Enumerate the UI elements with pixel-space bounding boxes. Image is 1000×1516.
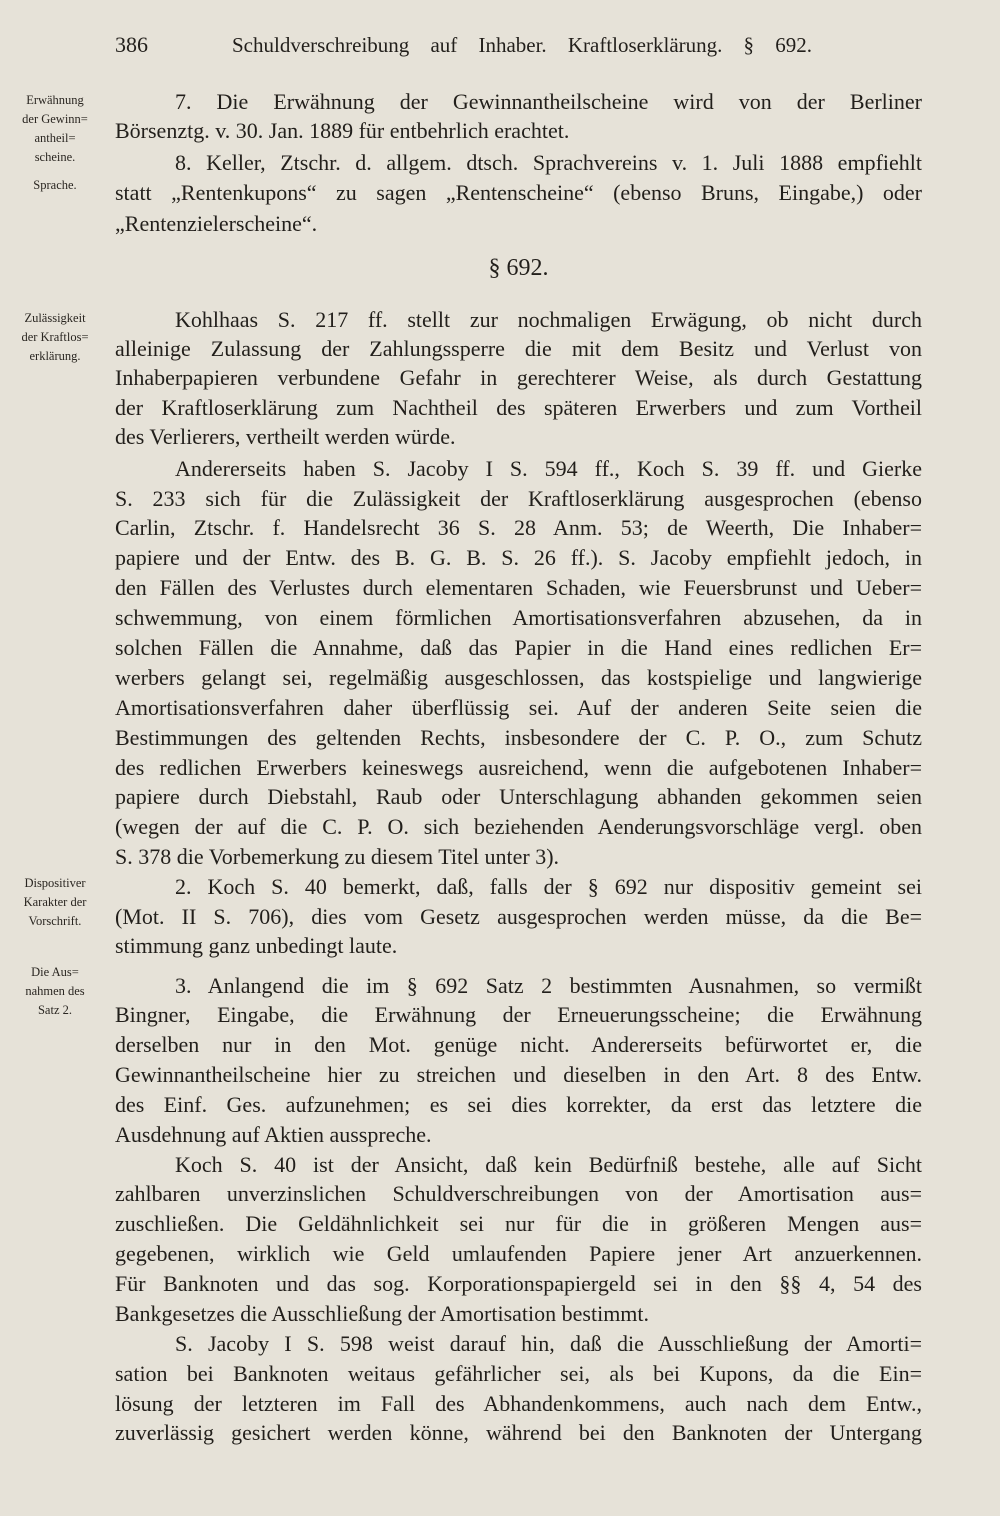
text-line: papiere durch Diebstahl, Raub oder Unterschlagung abhanden gekommen seien: [115, 784, 922, 809]
margin-note-line: Zulässigkeit: [24, 311, 86, 325]
text-line: Koch S. 40 ist der Ansicht, daß kein Bedürfniß bestehe, alle auf Sicht: [175, 1152, 922, 1177]
text-line: des Verlierers, vertheilt werden würde.: [115, 424, 456, 449]
text-line: Amortisationsverfahren daher überflüssig sei. Auf der anderen Seite seien die: [115, 695, 922, 720]
text-line: zahlbaren unverzinslichen Schuldverschreibungen von der Amortisation aus=: [115, 1181, 922, 1206]
margin-note-line: Die Aus=: [31, 965, 79, 979]
text-line: zuschließen. Die Geldähnlichkeit sei nur für die in größeren Mengen aus=: [115, 1211, 922, 1236]
text-line: (Mot. II S. 706), dies vom Gesetz ausgesprochen werden müsse, da die Be=: [115, 904, 922, 929]
text-line: den Fällen des Verlustes durch elementaren Schaden, wie Feuersbrunst und Ueber=: [115, 575, 922, 600]
section-heading: § 692.: [488, 255, 549, 281]
text-line: sation bei Banknoten weitaus gefährlicher sei, als bei Kupons, da die Ein=: [115, 1361, 922, 1386]
margin-note-line: Karakter der: [23, 895, 87, 909]
margin-note: [6, 874, 104, 931]
text-line: alleinige Zulassung der Zahlungssperre die mit dem Besitz und Verlust von: [115, 336, 922, 361]
text-line: stimmung ganz unbedingt laute.: [115, 933, 398, 958]
margin-note: [6, 91, 104, 167]
text-line: Gewinnantheilscheine hier zu streichen und dieselben in den Art. 8 des Entw.: [115, 1062, 922, 1087]
text-line: lösung der letzteren im Fall des Abhandenkommens, auch nach dem Entw.,: [115, 1391, 922, 1416]
text-line: gegebenen, wirklich wie Geld umlaufenden Papiere jener Art anzuerkennen.: [115, 1241, 922, 1266]
margin-note-line: Satz 2.: [37, 1003, 73, 1017]
main-text: [115, 0, 922, 1516]
text-line: Bestimmungen des geltenden Rechts, insbesondere der C. P. O., zum Schutz: [115, 725, 922, 750]
text-line: S. 233 sich für die Zulässigkeit der Kraftloserklärung ausgesprochen (ebenso: [115, 486, 922, 511]
text-line: 7. Die Erwähnung der Gewinnantheilscheine wird von der Berliner: [175, 89, 922, 114]
text-line: 3. Anlangend die im § 692 Satz 2 bestimmten Ausnahmen, so vermißt: [175, 973, 922, 998]
text-line: Inhaberpapieren verbundene Gefahr in gerechterer Weise, als durch Gestattung: [115, 365, 922, 390]
margin-note-line: nahmen des: [25, 984, 85, 998]
text-line: statt „Rentenkupons“ zu sagen „Rentenscheine“ (ebenso Bruns, Eingabe,) oder: [115, 180, 922, 205]
margin-note-line: der Gewinn=: [22, 112, 88, 126]
running-title: Schuldverschreibung auf Inhaber. Kraftloserklärung. § 692.: [232, 33, 812, 57]
margin-note-line: antheil=: [34, 131, 76, 145]
text-line: Andererseits haben S. Jacoby I S. 594 ff., Koch S. 39 ff. und Gierke: [175, 456, 922, 481]
text-line: zuverlässig gesichert werden könne, während bei den Banknoten der Untergang: [115, 1420, 922, 1445]
text-line: Für Banknoten und das sog. Korporationspapiergeld sei in den §§ 4, 54 des: [115, 1271, 922, 1296]
text-line: 2. Koch S. 40 bemerkt, daß, falls der § 692 nur dispositiv gemeint sei: [175, 874, 922, 899]
text-line: solchen Fällen die Annahme, daß das Papier in die Hand eines redlichen Er=: [115, 635, 922, 660]
text-line: des Einf. Ges. aufzunehmen; es sei dies korrekter, da erst das letztere die: [115, 1092, 922, 1117]
margin-note-line: Vorschrift.: [28, 914, 82, 928]
margin-note: [6, 309, 104, 366]
text-line: papiere und der Entw. des B. G. B. S. 26 ff.). S. Jacoby empfiehlt jedoch, in: [115, 545, 922, 570]
margin-note: [6, 176, 104, 195]
margin-note-line: Erwähnung: [26, 93, 84, 107]
text-line: Bingner, Eingabe, die Erwähnung der Erneuerungsscheine; die Erwähnung: [115, 1002, 922, 1027]
text-line: Ausdehnung auf Aktien ausspreche.: [115, 1122, 432, 1147]
text-line: S. 378 die Vorbemerkung zu diesem Titel unter 3).: [115, 844, 560, 869]
text-line: (wegen der auf die C. P. O. sich beziehenden Aenderungsvorschläge vergl. oben: [115, 814, 922, 839]
text-line: schwemmung, von einem förmlichen Amortisationsverfahren abzusehen, da in: [115, 605, 922, 630]
margin-note-line: Dispositiver: [24, 876, 86, 890]
text-line: 8. Keller, Ztschr. d. allgem. dtsch. Sprachvereins v. 1. Juli 1888 empfiehlt: [175, 150, 922, 175]
text-line: Kohlhaas S. 217 ff. stellt zur nochmaligen Erwägung, ob nicht durch: [175, 307, 922, 332]
text-line: „Rentenzielerscheine“.: [115, 211, 318, 236]
text-line: werbers gelangt sei, regelmäßig ausgeschlossen, das kostspielige und langwierige: [115, 665, 922, 690]
text-line: S. Jacoby I S. 598 weist darauf hin, daß die Ausschließung der Amorti=: [175, 1331, 922, 1356]
text-line: derselben nur in den Mot. genüge nicht. Andererseits befürwortet er, die: [115, 1032, 922, 1057]
text-line: Börsenztg. v. 30. Jan. 1889 für entbehrlich erachtet.: [115, 118, 570, 143]
margin-note-line: erklärung.: [29, 349, 81, 363]
margin-note-line: Sprache.: [33, 178, 77, 192]
text-line: Bankgesetzes die Ausschließung der Amortisation bestimmt.: [115, 1301, 650, 1326]
margin-note-line: der Kraftlos=: [21, 330, 89, 344]
margin-note: [6, 963, 104, 1020]
margin-note-line: scheine.: [34, 150, 76, 164]
text-line: des redlichen Erwerbers keineswegs ausreichend, wenn die aufgebotenen Inhaber=: [115, 755, 922, 780]
text-line: der Kraftloserklärung zum Nachtheil des späteren Erwerbers und zum Vortheil: [115, 395, 922, 420]
text-line: Carlin, Ztschr. f. Handelsrecht 36 S. 28 Anm. 53; de Weerth, Die Inhaber=: [115, 515, 922, 540]
page-number: 386: [115, 32, 148, 57]
